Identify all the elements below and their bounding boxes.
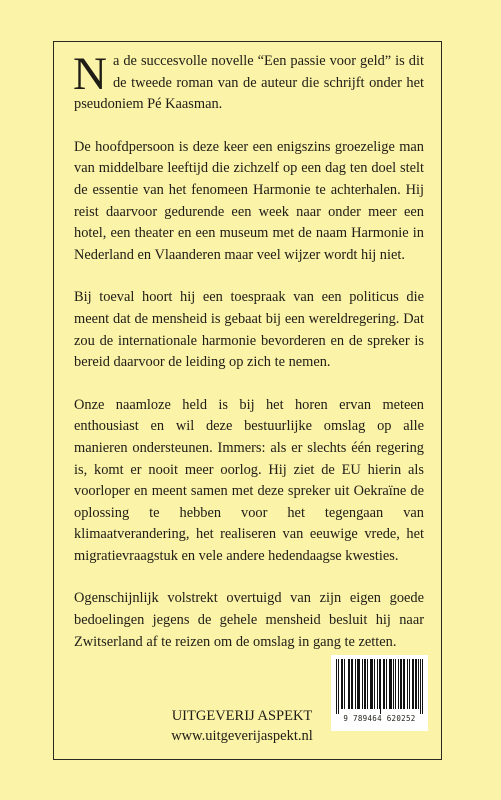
paragraph-4: Onze naamloze held is bij het horen ervan meteen enthousiast en wil deze bestuurlijke omslag op alle manieren ondersteunen. Immers: als er slechts één regering is, komt er nooit meer oorlog. Hij ziet de EU hierin als voorloper en meent samen met deze spreker uit Oekraïne de oplossing te hebben voor het tegengaan van klimaatverandering, het realiseren van eeuwige vrede, het migratievraagstuk en vele andere hedendaagse kwesties. — [74, 396, 424, 564]
barcode-bar — [380, 659, 381, 714]
barcode-bar — [342, 659, 343, 709]
barcode-bar — [364, 659, 365, 709]
barcode-bar — [401, 659, 402, 709]
publisher-website: www.uitgeverijaspekt.nl — [171, 728, 313, 744]
barcode-bar — [358, 659, 359, 709]
barcode-bar — [412, 659, 413, 709]
barcode-bar — [422, 659, 423, 714]
barcode-bar — [357, 659, 358, 709]
barcode-bar — [362, 659, 363, 709]
barcode-bar — [393, 659, 394, 709]
barcode-bar — [413, 659, 414, 709]
barcode-bar — [341, 659, 342, 709]
barcode-bar — [372, 659, 373, 709]
paragraph-3: Bij toeval hoort hij een toespraak van een politicus die meent dat de mensheid is gebaat bij een wereldregering. Dat zou de internationale harmonie bevorderen en de spreker is bereid daarvoor de leiding op zich te nemen. — [74, 289, 424, 371]
barcode-bar — [359, 659, 360, 709]
barcode-bars — [336, 659, 423, 714]
paragraph-1-text: a de succesvolle novelle “Een passie voor geld” is dit de tweede roman van de auteur die schrijft onder het pseudoniem Pé Kaasman. — [74, 53, 424, 113]
barcode-bar — [377, 659, 378, 709]
publisher-block — [157, 706, 327, 746]
barcode-bar — [367, 659, 368, 709]
paragraph-1 — [73, 48, 424, 116]
barcode-bar — [403, 659, 404, 709]
barcode-bar — [404, 659, 405, 709]
barcode-bar — [371, 659, 372, 709]
paragraph-2: De hoofdpersoon is deze keer een enigszins groezelige man van middelbare leeftijd die zichzelf op een dag ten doel stelt de essentie van het fenomeen Harmonie te achterhalen. Hij reist daarvoor gedurende een week naar onder meer een hotel, een theater en een museum met de naam Harmonie in Nederland en Vlaanderen maar veel wijzer wordt hij niet. — [74, 138, 424, 263]
barcode-bar — [391, 659, 392, 709]
barcode-bar — [389, 659, 390, 709]
barcode-bar — [344, 659, 345, 709]
barcode-bar — [351, 659, 352, 709]
barcode-bar — [383, 659, 384, 709]
barcode-digits: 9 789464 620252 — [343, 714, 416, 723]
barcode-bar — [415, 659, 416, 709]
back-cover-description — [73, 48, 424, 674]
barcode-bar — [379, 659, 380, 709]
barcode — [331, 655, 428, 731]
barcode-bar — [365, 659, 366, 709]
barcode-bar — [374, 659, 375, 709]
barcode-bar — [409, 659, 410, 709]
barcode-bar — [398, 659, 399, 709]
barcode-bar — [395, 659, 396, 709]
barcode-bar — [407, 659, 408, 709]
barcode-bar — [370, 659, 371, 709]
barcode-bar — [418, 659, 419, 709]
barcode-bar — [338, 659, 339, 714]
barcode-bar — [352, 659, 353, 709]
barcode-bar — [390, 659, 391, 709]
barcode-bar — [386, 659, 387, 709]
barcode-bar — [349, 659, 350, 709]
barcode-bar — [355, 659, 356, 709]
barcode-bar — [420, 659, 421, 714]
barcode-bar — [416, 659, 417, 709]
barcode-bar — [400, 659, 401, 709]
drop-cap: N — [73, 48, 107, 100]
barcode-bar — [336, 659, 337, 714]
barcode-bar — [348, 659, 349, 709]
paragraph-5: Ogenschijnlijk volstrekt overtuigd van zijn eigen goede bedoelingen jegens de gehele mensheid besluit hij naar Zwitserland af te reizen om de omslag in gang te zetten. — [74, 590, 424, 650]
barcode-bar — [384, 659, 385, 709]
publisher-name: UITGEVERIJ ASPEKT — [171, 708, 313, 724]
